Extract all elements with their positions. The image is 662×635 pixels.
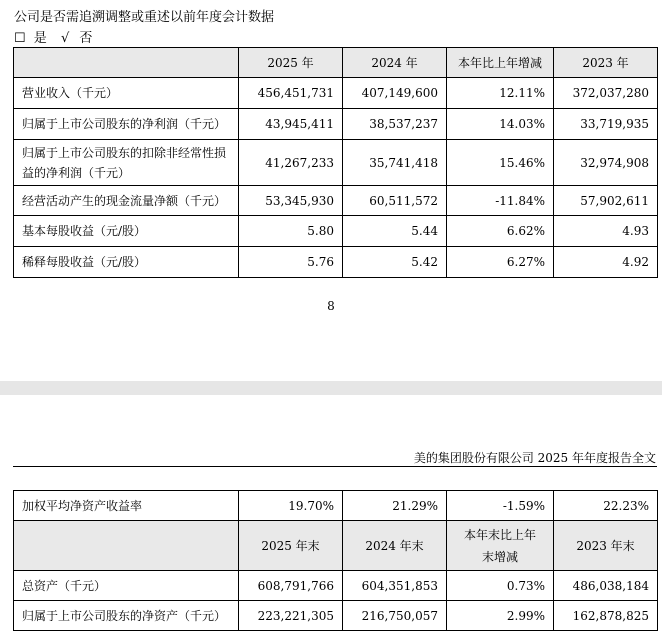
- row-label: 归属于上市公司股东的净利润（千元）: [14, 109, 239, 140]
- restatement-question: 公司是否需追溯调整或重述以前年度会计数据: [14, 10, 275, 25]
- table-row: [14, 216, 658, 247]
- header-cell-change: 本年末比上年末增减: [447, 521, 554, 571]
- main-accounting-data-table: [13, 47, 658, 278]
- value-2025: 5.76: [239, 247, 343, 278]
- header-cell-label: [14, 521, 239, 571]
- header-cell-2023: 2023 年末: [554, 521, 658, 571]
- header-cell-2023: 2023 年: [554, 48, 658, 78]
- value-2024: 21.29%: [343, 491, 447, 521]
- value-2023: 372,037,280: [554, 78, 658, 109]
- yes-checkbox-icon: ☐: [14, 31, 26, 46]
- roe-and-assets-table: [13, 490, 658, 631]
- row-label: 归属于上市公司股东的扣除非经常性损益的净利润（千元）: [14, 140, 239, 186]
- value-change: -11.84%: [447, 186, 554, 216]
- row-label: 基本每股收益（元/股）: [14, 216, 239, 247]
- value-2024: 407,149,600: [343, 78, 447, 109]
- value-2023: 57,902,611: [554, 186, 658, 216]
- table-row: [14, 186, 658, 216]
- table-row: [14, 247, 658, 278]
- value-2023: 32,974,908: [554, 140, 658, 186]
- value-2024: 216,750,057: [343, 601, 447, 631]
- value-2024: 5.44: [343, 216, 447, 247]
- value-change: -1.59%: [447, 491, 554, 521]
- row-label: 归属于上市公司股东的净资产（千元）: [14, 601, 239, 631]
- table-row: [14, 571, 658, 601]
- row-label: 加权平均净资产收益率: [14, 491, 239, 521]
- value-2023: 4.92: [554, 247, 658, 278]
- table-row: [14, 491, 658, 521]
- value-2025: 608,791,766: [239, 571, 343, 601]
- value-2023: 4.93: [554, 216, 658, 247]
- value-2025: 53,345,930: [239, 186, 343, 216]
- header-cell-2025: 2025 年: [239, 48, 343, 78]
- value-2024: 60,511,572: [343, 186, 447, 216]
- value-change: 2.99%: [447, 601, 554, 631]
- value-2024: 604,351,853: [343, 571, 447, 601]
- row-label: 稀释每股收益（元/股）: [14, 247, 239, 278]
- value-2024: 38,537,237: [343, 109, 447, 140]
- restatement-options: [14, 27, 92, 46]
- value-change: 6.27%: [447, 247, 554, 278]
- table-row: [14, 109, 658, 140]
- value-change: 6.62%: [447, 216, 554, 247]
- value-2023: 162,878,825: [554, 601, 658, 631]
- value-2023: 22.23%: [554, 491, 658, 521]
- table-header-row: [14, 521, 658, 571]
- value-change: 15.46%: [447, 140, 554, 186]
- table-row: [14, 78, 658, 109]
- page-break-gap: [0, 381, 662, 395]
- no-label: 否: [79, 31, 93, 46]
- table-row: [14, 140, 658, 186]
- running-header: 美的集团股份有限公司 2025 年年度报告全文: [413, 451, 656, 465]
- header-cell-2024: 2024 年: [343, 48, 447, 78]
- page-number: 8: [327, 299, 335, 313]
- value-2023: 33,719,935: [554, 109, 658, 140]
- value-change: 14.03%: [447, 109, 554, 140]
- no-checkmark-icon: √: [60, 31, 70, 46]
- value-2025: 19.70%: [239, 491, 343, 521]
- value-2023: 486,038,184: [554, 571, 658, 601]
- value-2024: 35,741,418: [343, 140, 447, 186]
- yes-label: 是: [33, 31, 47, 46]
- table-header-row: [14, 48, 658, 78]
- header-cell-2025: 2025 年末: [239, 521, 343, 571]
- header-cell-change: 本年比上年增减: [447, 48, 554, 78]
- value-2025: 41,267,233: [239, 140, 343, 186]
- row-label: 营业收入（千元）: [14, 78, 239, 109]
- value-change: 12.11%: [447, 78, 554, 109]
- row-label: 总资产（千元）: [14, 571, 239, 601]
- value-change: 0.73%: [447, 571, 554, 601]
- header-cell-2024: 2024 年末: [343, 521, 447, 571]
- header-rule: [13, 466, 657, 467]
- value-2025: 456,451,731: [239, 78, 343, 109]
- table-row: [14, 601, 658, 631]
- value-2024: 5.42: [343, 247, 447, 278]
- value-2025: 43,945,411: [239, 109, 343, 140]
- header-cell-label: [14, 48, 239, 78]
- value-2025: 223,221,305: [239, 601, 343, 631]
- row-label: 经营活动产生的现金流量净额（千元）: [14, 186, 239, 216]
- value-2025: 5.80: [239, 216, 343, 247]
